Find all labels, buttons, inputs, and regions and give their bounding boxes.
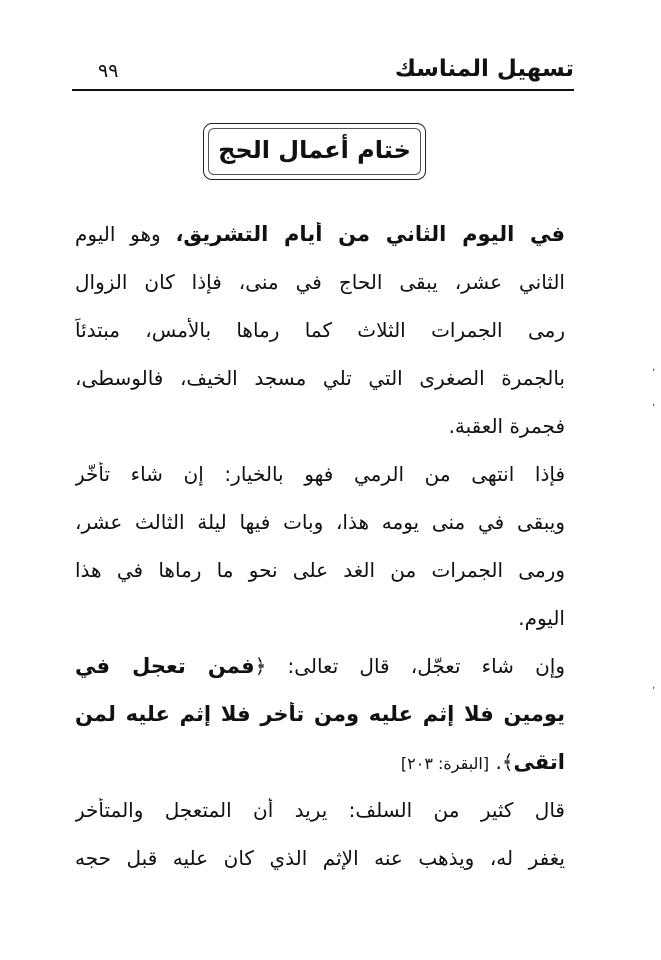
body-line-9: اليوم. xyxy=(518,606,565,630)
bold-phrase: في اليوم الثاني من أيام التشريق، xyxy=(175,222,565,246)
margin-mark: ٬ xyxy=(652,686,656,697)
body-line-11 xyxy=(75,702,565,742)
header-divider xyxy=(72,89,574,91)
section-title-frame xyxy=(203,123,426,180)
body-line-6: فإذا انتهى من الرمي فهو بالخيار: إن شاء تأخّر xyxy=(75,462,565,486)
body-line-8: ورمى الجمرات من الغد على نحو ما رماها في هذا xyxy=(75,558,565,582)
body-line-12 xyxy=(75,750,565,790)
body-line-14: يغفر له، ويذهب عنه الإثم الذي كان عليه قبل حجه xyxy=(75,846,565,870)
body-line-1 xyxy=(75,222,565,262)
verse-reference: [البقرة: ٢٠٣] xyxy=(400,754,490,773)
verse-close-bracket: ﴾. xyxy=(489,750,514,774)
page-header xyxy=(72,52,574,88)
quran-verse-bold: اتقى xyxy=(513,750,565,774)
quran-verse-bold: فمن تعجل في xyxy=(75,654,255,678)
body-line-10 xyxy=(75,654,565,694)
running-book-title: تسهيل المناسك xyxy=(394,56,574,82)
line-text: وإن شاء تعجّل، قال تعالى: ﴿ xyxy=(254,654,565,678)
body-line-13: قال كثير من السلف: يريد أن المتعجل والمتأخر xyxy=(75,798,565,822)
page-number: ٩٩ xyxy=(98,60,119,82)
margin-mark: ٬ xyxy=(652,403,656,414)
body-line-3: رمى الجمرات الثلاث كما رماها بالأمس، مبتدئاً xyxy=(75,318,565,342)
body-line-5: فجمرة العقبة. xyxy=(448,414,565,438)
line-text: وهو اليوم xyxy=(75,222,176,246)
quran-verse-bold: يومين فلا إثم عليه ومن تأخر فلا إثم عليه لمن xyxy=(75,702,565,726)
body-line-4: بالجمرة الصغرى التي تلي مسجد الخيف، فالوسطى، xyxy=(75,366,565,390)
section-title: ختام أعمال الحج xyxy=(218,136,411,164)
body-line-7: ويبقى في منى يومه هذا، وبات فيها ليلة الثالث عشر، xyxy=(75,510,565,534)
margin-mark: ٬ xyxy=(652,368,656,379)
body-line-2: الثاني عشر، يبقى الحاج في منى، فإذا كان الزوال xyxy=(75,270,565,294)
